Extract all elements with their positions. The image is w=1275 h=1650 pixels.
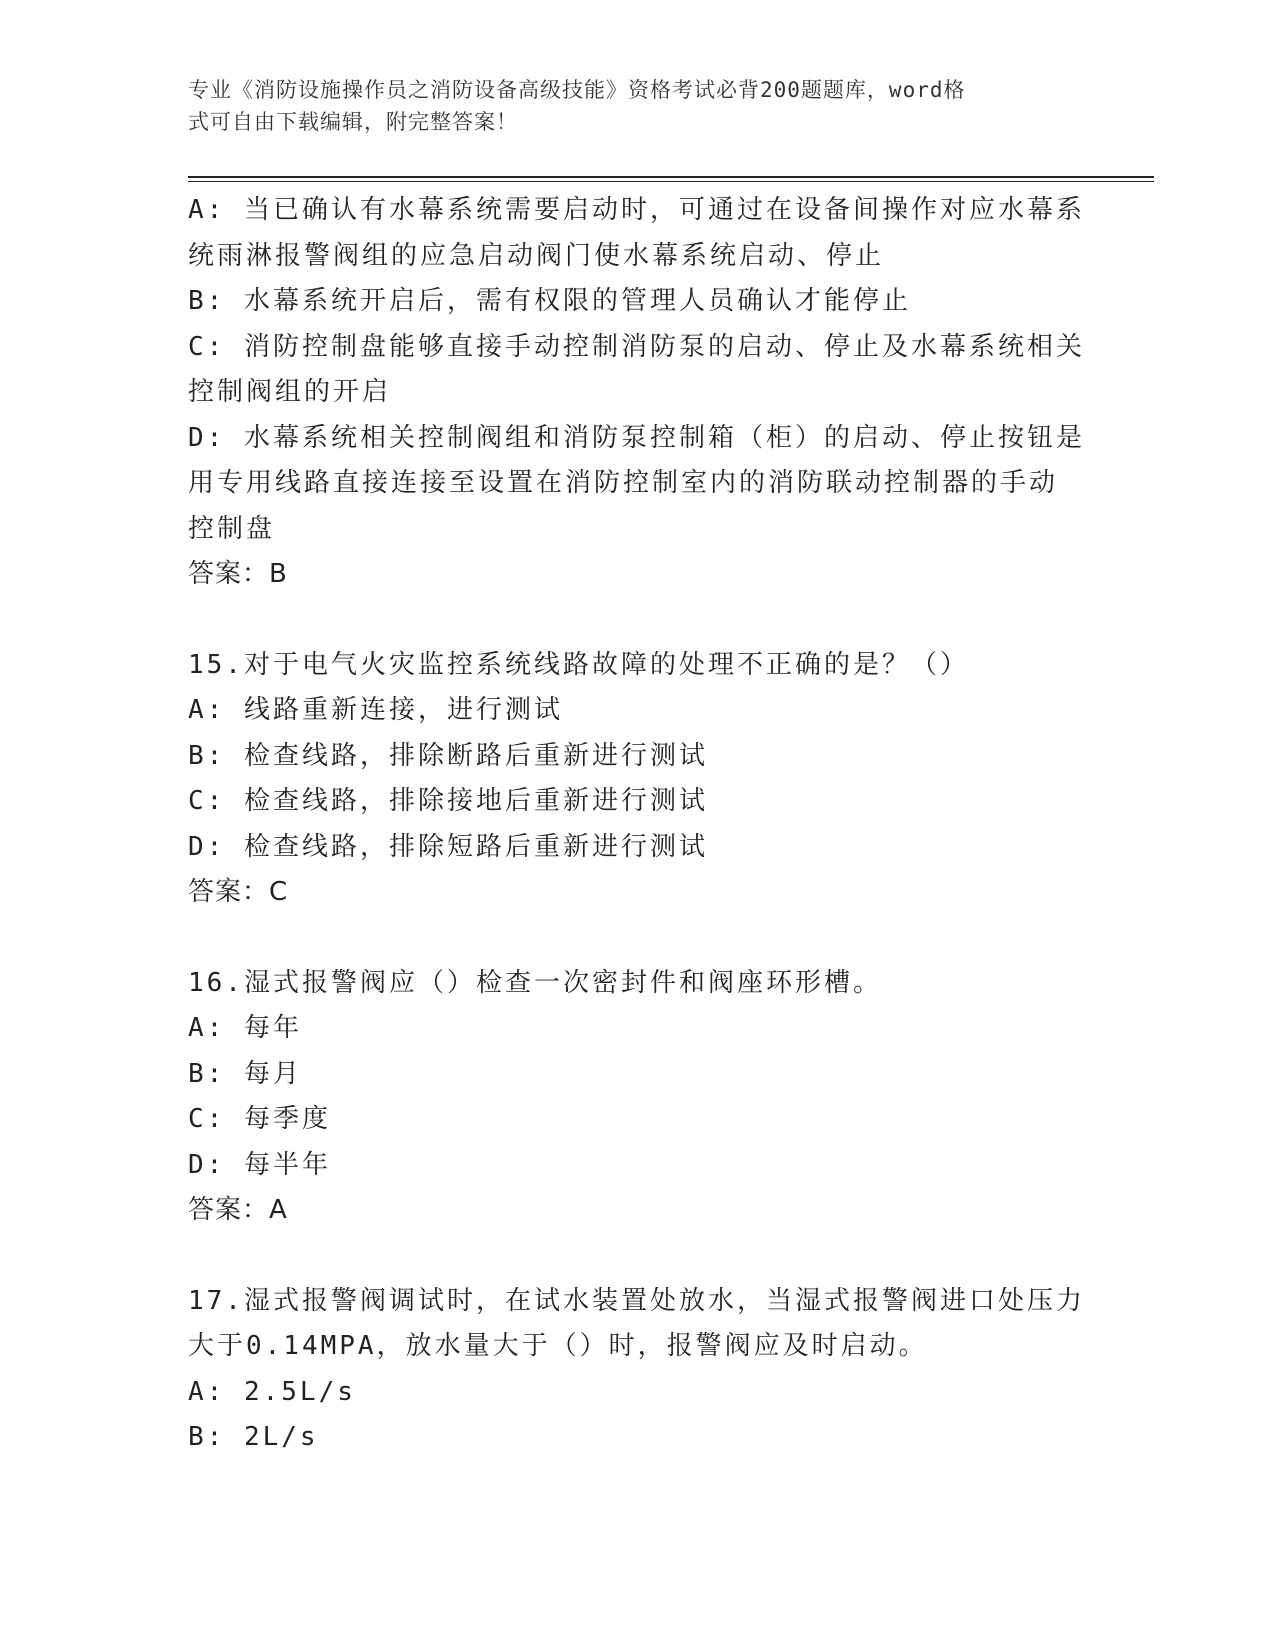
q14-option-c-line-2: 控制阀组的开启 [188,377,392,407]
q14-option-a-line-1: A: 当已确认有水幕系统需要启动时，可通过在设备间操作对应水幕系 [188,195,1085,225]
header-title-line-2: 式可自由下载编辑，附完整答案！ [188,110,518,134]
question-16-block [188,961,1088,1234]
q15-answer: 答案：C [188,877,289,907]
q15-stem: 15.对于电气火灾监控系统线路故障的处理不正确的是？（） [188,649,969,680]
q17-option-b: B: 2L/s [188,1422,319,1452]
question-17-block [188,1279,1088,1461]
q15-option-a: A: 线路重新连接，进行测试 [188,695,563,725]
question-15-block [188,643,1088,916]
q14-option-d-line-3: 控制盘 [188,513,276,544]
q16-answer: 答案：A [188,1195,288,1225]
header-title-line-1: 专业《消防设施操作员之消防设备高级技能》资格考试必背200题题库，word格 [188,78,966,102]
q14-option-d-line-2: 用专用线路直接连接至设置在消防控制室内的消防联动控制器的手动 [188,468,1059,498]
q14-option-c-line-1: C: 消防控制盘能够直接手动控制消防泵的启动、停止及水幕系统相关 [188,331,1085,362]
q16-option-a: A: 每年 [188,1013,302,1043]
q16-option-d: D: 每半年 [188,1149,331,1180]
q16-option-c: C: 每季度 [188,1104,331,1134]
q17-option-a: A: 2.5L/s [188,1376,356,1407]
header-divider-thin [188,181,1154,182]
q16-option-b: B: 每月 [188,1058,302,1089]
q14-answer: 答案：B [188,559,288,589]
header-divider-thick [188,176,1154,178]
q16-stem: 16.湿式报警阀应（）检查一次密封件和阀座环形槽。 [188,967,882,998]
q15-option-d: D: 检查线路，排除短路后重新进行测试 [188,831,708,862]
q14-option-a-line-2: 统雨淋报警阀组的应急启动阀门使水幕系统启动、停止 [188,240,885,271]
q14-option-b: B: 水幕系统开启后，需有权限的管理人员确认才能停止 [188,286,911,316]
question-list [188,188,1088,1461]
q15-option-b: B: 检查线路，排除断路后重新进行测试 [188,740,708,771]
q15-option-c: C: 检查线路，排除接地后重新进行测试 [188,786,708,816]
q17-stem-line-2: 大于0.14MPA，放水量大于（）时，报警阀应及时启动。 [188,1331,928,1361]
q17-stem-line-1: 17.湿式报警阀调试时，在试水装置处放水，当湿式报警阀进口处压力 [188,1285,1085,1316]
q14-option-d-line-1: D: 水幕系统相关控制阀组和消防泵控制箱（柜）的启动、停止按钮是 [188,422,1085,453]
question-14-block [188,188,1088,598]
document-header [188,74,1068,138]
